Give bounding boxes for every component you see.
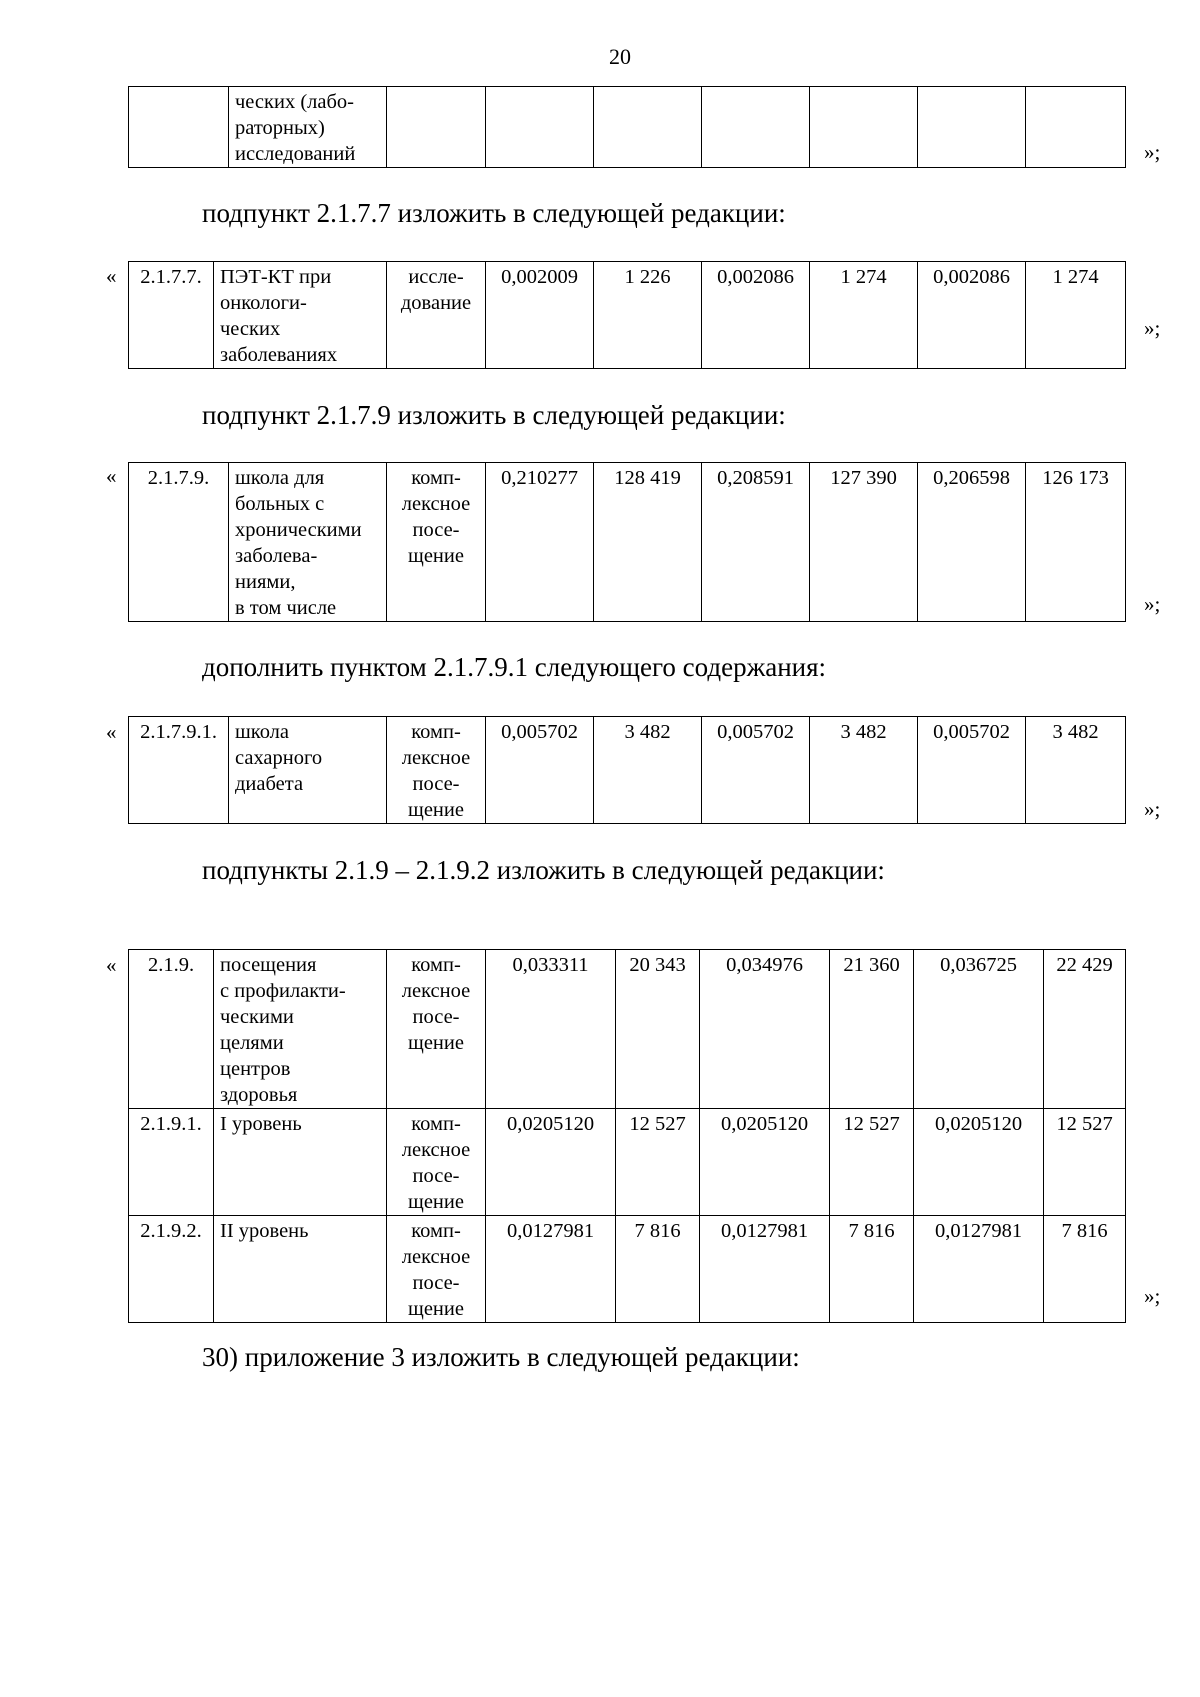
table-cell: 126 173 (1026, 463, 1126, 622)
table-cell: комп- лексное посе- щение (387, 1216, 486, 1323)
table-cell: комп- лексное посе- щение (387, 463, 486, 622)
table-cell: 0,002086 (702, 262, 810, 369)
closing-quote: »; (1144, 592, 1161, 616)
table-cell (702, 87, 810, 168)
paragraph-appendix3: 30) приложение 3 изложить в следующей редакции: (202, 1342, 800, 1372)
table-cell: 1 274 (810, 262, 918, 369)
table-cell: 1 274 (1026, 262, 1126, 369)
table-cell (810, 87, 918, 168)
table-cell: 2.1.7.9. (129, 463, 229, 622)
table-cell: 2.1.7.9.1. (129, 717, 229, 824)
table-cell: I уровень (214, 1109, 387, 1216)
table-cell: 2.1.9. (129, 950, 214, 1109)
table-cell (486, 87, 594, 168)
table-cell: комп- лексное посе- щение (387, 717, 486, 824)
table-cell: 21 360 (830, 950, 914, 1109)
table-continuation (128, 86, 1126, 168)
table-cell: 12 527 (830, 1109, 914, 1216)
table-cell: 0,002009 (486, 262, 594, 369)
table-cell: комп- лексное посе- щение (387, 950, 486, 1109)
closing-quote: »; (1144, 316, 1161, 340)
table-row (129, 262, 1126, 369)
table-219 (128, 949, 1126, 1323)
table-cell: 3 482 (594, 717, 702, 824)
paragraph-21791: дополнить пунктом 2.1.7.9.1 следующего содержания: (202, 652, 827, 682)
table-row (129, 87, 1126, 168)
table-cell: 0,0205120 (700, 1109, 830, 1216)
table-21791 (128, 716, 1126, 824)
table-cell: 0,005702 (702, 717, 810, 824)
table-cell: 2.1.9.2. (129, 1216, 214, 1323)
table-cell: 0,005702 (486, 717, 594, 824)
table-2179 (128, 462, 1126, 622)
opening-quote: « (106, 264, 117, 288)
table-cell: 2.1.9.1. (129, 1109, 214, 1216)
table-cell (387, 87, 486, 168)
table-row (129, 463, 1126, 622)
table-cell: 20 343 (616, 950, 700, 1109)
table-row (129, 1216, 1126, 1323)
table-cell: комп- лексное посе- щение (387, 1109, 486, 1216)
table-cell: 7 816 (1044, 1216, 1126, 1323)
closing-quote: »; (1144, 797, 1161, 821)
table-cell (918, 87, 1026, 168)
table-cell: 22 429 (1044, 950, 1126, 1109)
table-2177 (128, 261, 1126, 369)
table-cell: 0,208591 (702, 463, 810, 622)
opening-quote: « (106, 720, 117, 744)
table-cell: 128 419 (594, 463, 702, 622)
table-cell: 0,036725 (914, 950, 1044, 1109)
table-cell: 0,0127981 (486, 1216, 616, 1323)
table-cell: 3 482 (1026, 717, 1126, 824)
table-cell: 12 527 (1044, 1109, 1126, 1216)
table-cell (1026, 87, 1126, 168)
table-cell: 1 226 (594, 262, 702, 369)
table-cell: 0,0205120 (914, 1109, 1044, 1216)
table-cell: 0,210277 (486, 463, 594, 622)
table-row (129, 717, 1126, 824)
table-cell: 0,034976 (700, 950, 830, 1109)
table-cell: 7 816 (616, 1216, 700, 1323)
page-number: 20 (609, 44, 631, 69)
table-cell: 0,005702 (918, 717, 1026, 824)
table-cell: школа сахарного диабета (229, 717, 387, 824)
table-cell: 0,002086 (918, 262, 1026, 369)
table-cell: 127 390 (810, 463, 918, 622)
opening-quote: « (106, 464, 117, 488)
closing-quote: »; (1144, 140, 1161, 164)
table-row (129, 1109, 1126, 1216)
table-cell: ПЭТ-КТ при онкологи- ческих заболеваниях (214, 262, 387, 369)
table-cell: 0,0127981 (914, 1216, 1044, 1323)
table-cell: 0,0127981 (700, 1216, 830, 1323)
table-cell (594, 87, 702, 168)
table-cell: ческих (лабо- раторных) исследований (229, 87, 387, 168)
table-cell: 2.1.7.7. (129, 262, 214, 369)
closing-quote: »; (1144, 1284, 1161, 1308)
table-row (129, 950, 1126, 1109)
table-cell: посещения с профилакти- ческими целями центров здоровья (214, 950, 387, 1109)
table-cell: школа для больных с хроническими заболева- ниями, в том числе (229, 463, 387, 622)
table-cell (129, 87, 229, 168)
table-cell: 3 482 (810, 717, 918, 824)
paragraph-219: подпункты 2.1.9 – 2.1.9.2 изложить в следующей редакции: (202, 855, 885, 885)
table-cell: иссле- дование (387, 262, 486, 369)
table-cell: 7 816 (830, 1216, 914, 1323)
table-cell: 12 527 (616, 1109, 700, 1216)
table-cell: 0,033311 (486, 950, 616, 1109)
table-cell: 0,206598 (918, 463, 1026, 622)
paragraph-2179: подпункт 2.1.7.9 изложить в следующей редакции: (202, 400, 786, 430)
table-cell: 0,0205120 (486, 1109, 616, 1216)
paragraph-2177: подпункт 2.1.7.7 изложить в следующей редакции: (202, 198, 786, 228)
table-cell: II уровень (214, 1216, 387, 1323)
opening-quote: « (106, 953, 117, 977)
